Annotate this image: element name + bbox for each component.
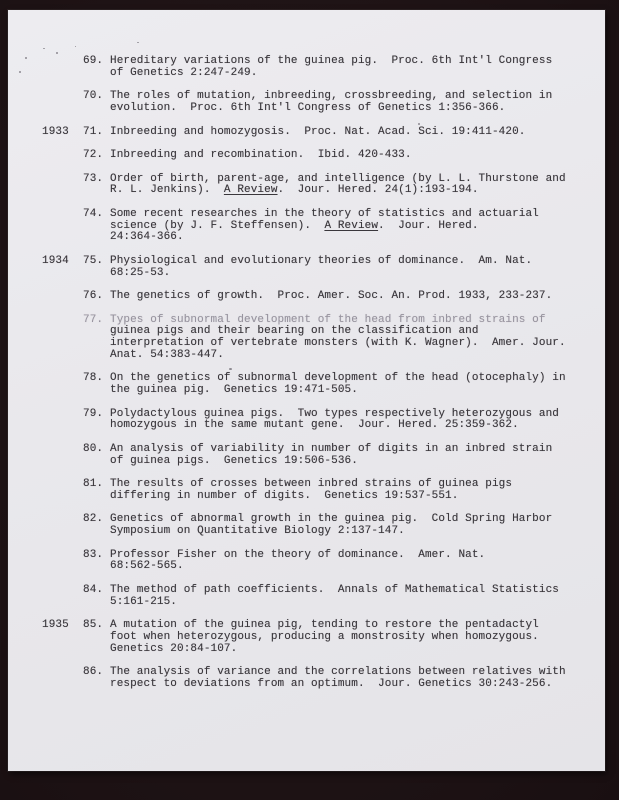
entry-line: Polydactylous guinea pigs. Two types respectively heterozygous and bbox=[110, 407, 559, 420]
bibliography-entry bbox=[42, 209, 591, 244]
bibliography-list bbox=[8, 56, 605, 702]
year-label: 1933 bbox=[42, 125, 69, 138]
bibliography-entry bbox=[42, 514, 591, 538]
entry-number: 71. bbox=[83, 125, 104, 138]
entry-text bbox=[110, 256, 591, 280]
year-label bbox=[42, 174, 83, 198]
entry-number: 81. bbox=[83, 478, 104, 490]
entry-line: The analysis of variance and the correlations between relatives with bbox=[110, 666, 566, 678]
text-segment: . Jour. Hered. 24(1):193-194. bbox=[277, 184, 479, 197]
entry-number: 86. bbox=[83, 666, 104, 678]
bibliography-entry bbox=[42, 315, 591, 362]
entry-text bbox=[110, 444, 591, 468]
entry-line: guinea pigs and their bearing on the classification and bbox=[110, 325, 479, 338]
entry-number: 77. bbox=[83, 313, 104, 326]
scan-speck bbox=[137, 42, 139, 43]
year-label bbox=[42, 315, 83, 362]
bibliography-entry bbox=[42, 444, 591, 468]
entry-number: 79. bbox=[83, 407, 104, 420]
bibliography-entry bbox=[42, 585, 591, 609]
entry-line: On the genetics of subnormal development of the head (otocephaly) in bbox=[110, 372, 566, 385]
entry-text bbox=[110, 479, 591, 503]
entry-number: 78. bbox=[83, 372, 104, 385]
entry-line: respect to deviations from an optimum. Jour. Genetics 30:243-256. bbox=[110, 677, 553, 690]
year-label bbox=[42, 667, 83, 691]
entry-text bbox=[110, 373, 591, 397]
entry-line: interpretation of vertebrate monsters (with K. Wagner). Amer. Jour. bbox=[110, 337, 566, 349]
entry-number: 83. bbox=[83, 548, 104, 561]
entry-text bbox=[110, 550, 591, 574]
year-label bbox=[42, 91, 83, 115]
entry-number: 84. bbox=[83, 583, 104, 596]
entry-text bbox=[110, 174, 591, 198]
entry-line: A mutation of the guinea pig, tending to restore the pentadactyl bbox=[110, 619, 539, 631]
entry-line: Some recent researches in the theory of statistics and actuarial bbox=[110, 207, 539, 220]
entry-text bbox=[110, 585, 591, 609]
bibliography-entry bbox=[42, 127, 591, 139]
bibliography-entry bbox=[42, 150, 591, 162]
underlined-review-label: A Review bbox=[324, 219, 379, 232]
entry-line: of Genetics 2:247-249. bbox=[110, 66, 258, 79]
text-segment: . Jour. Hered. bbox=[378, 219, 479, 232]
entry-text bbox=[110, 315, 591, 362]
entry-line: The roles of mutation, inbreeding, crossbreeding, and selection in bbox=[110, 90, 553, 103]
year-label: 1935 bbox=[42, 619, 69, 631]
entry-line: Inbreeding and homozygosis. Proc. Nat. Acad. Sci. 19:411-420. bbox=[110, 125, 526, 138]
entry-line: the guinea pig. Genetics 19:471-505. bbox=[110, 384, 358, 396]
entry-number: 76. bbox=[83, 290, 104, 302]
year-label bbox=[42, 585, 83, 609]
entry-line: 68:562-565. bbox=[110, 560, 184, 573]
document-page bbox=[8, 10, 605, 771]
year-label bbox=[42, 514, 83, 538]
entry-line: The method of path coefficients. Annals of Mathematical Statistics bbox=[110, 583, 559, 596]
scan-speck bbox=[43, 48, 45, 49]
entry-number: 72. bbox=[83, 149, 104, 161]
entry-line: Professor Fisher on the theory of dominance. Amer. Nat. bbox=[110, 548, 486, 561]
entry-text bbox=[110, 150, 591, 162]
entry-number: 74. bbox=[83, 207, 104, 220]
entry-line: foot when heterozygous, producing a monstrosity when homozygous. bbox=[110, 630, 539, 643]
entry-line: Genetics of abnormal growth in the guinea pig. Cold Spring Harbor bbox=[110, 513, 553, 526]
entry-line: Anat. 54:383-447. bbox=[110, 348, 224, 361]
entry-line: The genetics of growth. Proc. Amer. Soc. An. Prod. 1933, 233-237. bbox=[110, 290, 553, 302]
entry-text bbox=[110, 514, 591, 538]
underlined-review-label: A Review bbox=[223, 184, 278, 197]
year-label bbox=[42, 56, 83, 80]
entry-line: Hereditary variations of the guinea pig. Proc. 6th Int'l Congress bbox=[110, 55, 553, 67]
bibliography-entry bbox=[42, 373, 591, 397]
year-label bbox=[42, 444, 83, 468]
entry-number: 73. bbox=[83, 172, 104, 185]
entry-line: evolution. Proc. 6th Int'l Congress of Genetics 1:356-366. bbox=[110, 102, 506, 114]
bibliography-entry bbox=[42, 91, 591, 115]
entry-line: homozygous in the same mutant gene. Jour. Hered. 25:359-362. bbox=[110, 419, 519, 432]
entry-number: 75. bbox=[83, 254, 104, 267]
entry-line: Types of subnormal development of the head from inbred strains of bbox=[110, 313, 546, 326]
bibliography-entry bbox=[42, 409, 591, 433]
entry-line: Symposium on Quantitative Biology 2:137-147. bbox=[110, 525, 405, 537]
scan-speck bbox=[75, 46, 76, 47]
entry-text bbox=[110, 209, 591, 244]
entry-line: An analysis of variability in number of digits in an inbred strain bbox=[110, 442, 553, 455]
year-label bbox=[42, 550, 83, 574]
text-segment: science (by J. F. Steffensen). bbox=[110, 219, 325, 232]
entry-line: Inbreeding and recombination. Ibid. 420-433. bbox=[110, 149, 412, 161]
entry-text bbox=[110, 409, 591, 433]
entry-text bbox=[110, 620, 591, 655]
year-label bbox=[42, 479, 83, 503]
bibliography-entry bbox=[42, 620, 591, 655]
entry-number: 70. bbox=[83, 90, 104, 103]
bibliography-entry bbox=[42, 56, 591, 80]
year-label: 1934 bbox=[42, 254, 69, 267]
entry-line bbox=[110, 185, 591, 197]
text-segment: R. L. Jenkins). bbox=[110, 184, 224, 197]
year-label bbox=[42, 150, 83, 162]
entry-line: 5:161-215. bbox=[110, 595, 178, 608]
entry-line: 24:364-366. bbox=[110, 231, 184, 244]
entry-text bbox=[110, 91, 591, 115]
entry-number: 85. bbox=[83, 619, 104, 631]
year-label bbox=[42, 291, 83, 303]
entry-line: 68:25-53. bbox=[110, 266, 171, 279]
entry-line: Order of birth, parent-age, and intelligence (by L. L. Thurstone and bbox=[110, 172, 566, 185]
bibliography-entry bbox=[42, 550, 591, 574]
entry-text bbox=[110, 667, 591, 691]
entry-line: Genetics 20:84-107. bbox=[110, 642, 238, 655]
year-label bbox=[42, 209, 83, 244]
entry-line: differing in number of digits. Genetics 19:537-551. bbox=[110, 489, 459, 502]
entry-line: The results of crosses between inbred strains of guinea pigs bbox=[110, 478, 513, 490]
entry-text bbox=[110, 291, 591, 303]
bibliography-entry bbox=[42, 667, 591, 691]
entry-number: 80. bbox=[83, 442, 104, 455]
entry-number: 69. bbox=[83, 55, 104, 67]
entry-number: 82. bbox=[83, 513, 104, 526]
scan-speck bbox=[56, 52, 58, 54]
entry-line: of guinea pigs. Genetics 19:506-536. bbox=[110, 454, 358, 467]
year-label bbox=[42, 409, 83, 433]
bibliography-entry bbox=[42, 174, 591, 198]
entry-text bbox=[110, 127, 591, 139]
bibliography-entry bbox=[42, 291, 591, 303]
year-label bbox=[42, 373, 83, 397]
bibliography-entry bbox=[42, 479, 591, 503]
bibliography-entry bbox=[42, 256, 591, 280]
entry-line: Physiological and evolutionary theories of dominance. Am. Nat. bbox=[110, 254, 533, 267]
entry-text bbox=[110, 56, 591, 80]
